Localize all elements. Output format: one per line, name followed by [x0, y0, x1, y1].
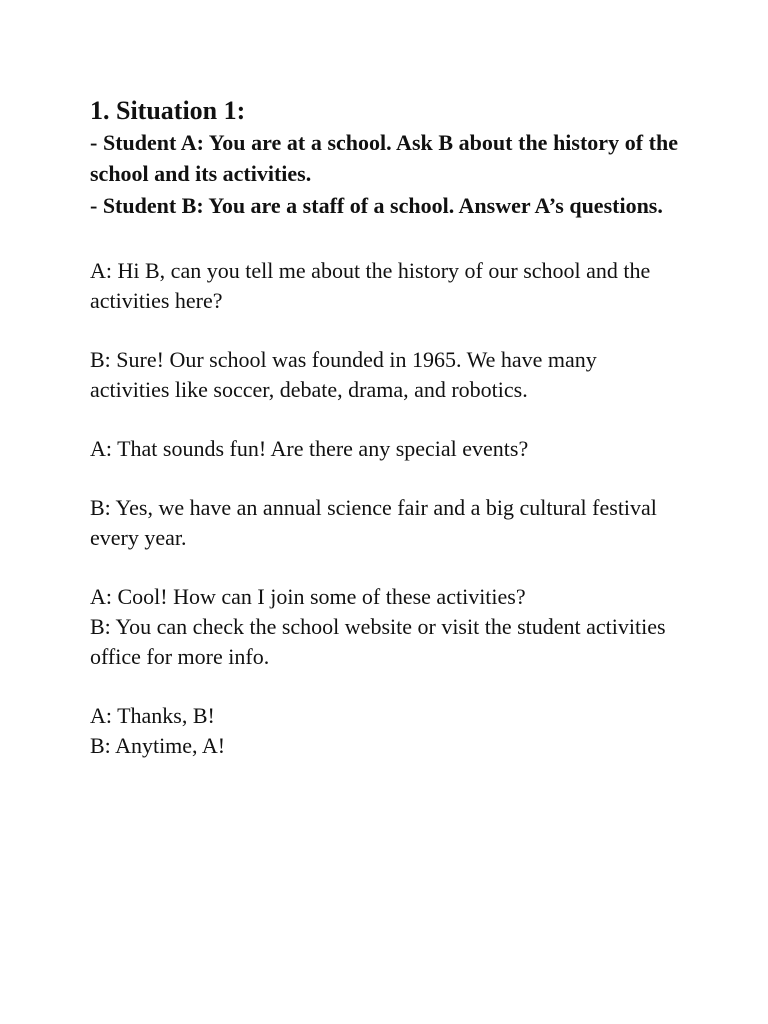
instruction-student-b: - Student B: You are a staff of a school. Answer A’s questions. [90, 193, 663, 218]
dialogue-line-b-4: B: Anytime, A! [90, 733, 226, 758]
dialogue-line-a-3: A: Cool! How can I join some of these activities? [90, 584, 526, 609]
dialogue [90, 256, 678, 761]
dialogue-line-a-1: A: Hi B, can you tell me about the history of our school and the activities here? [90, 258, 651, 313]
dialogue-line-b-2: B: Yes, we have an annual science fair and a big cultural festival every year. [90, 495, 657, 550]
document-page [90, 95, 678, 761]
dialogue-line-a-2: A: That sounds fun! Are there any special events? [90, 436, 529, 461]
dialogue-line-b-3: B: You can check the school website or visit the student activities office for more info. [90, 614, 666, 669]
situation-title: 1. Situation 1: [90, 96, 246, 125]
instruction-student-a: - Student A: You are at a school. Ask B about the history of the school and its activities. [90, 130, 678, 186]
dialogue-line-b-1: B: Sure! Our school was founded in 1965. We have many activities like soccer, debate, drama, and robotics. [90, 347, 597, 402]
dialogue-line-a-4: A: Thanks, B! [90, 703, 215, 728]
